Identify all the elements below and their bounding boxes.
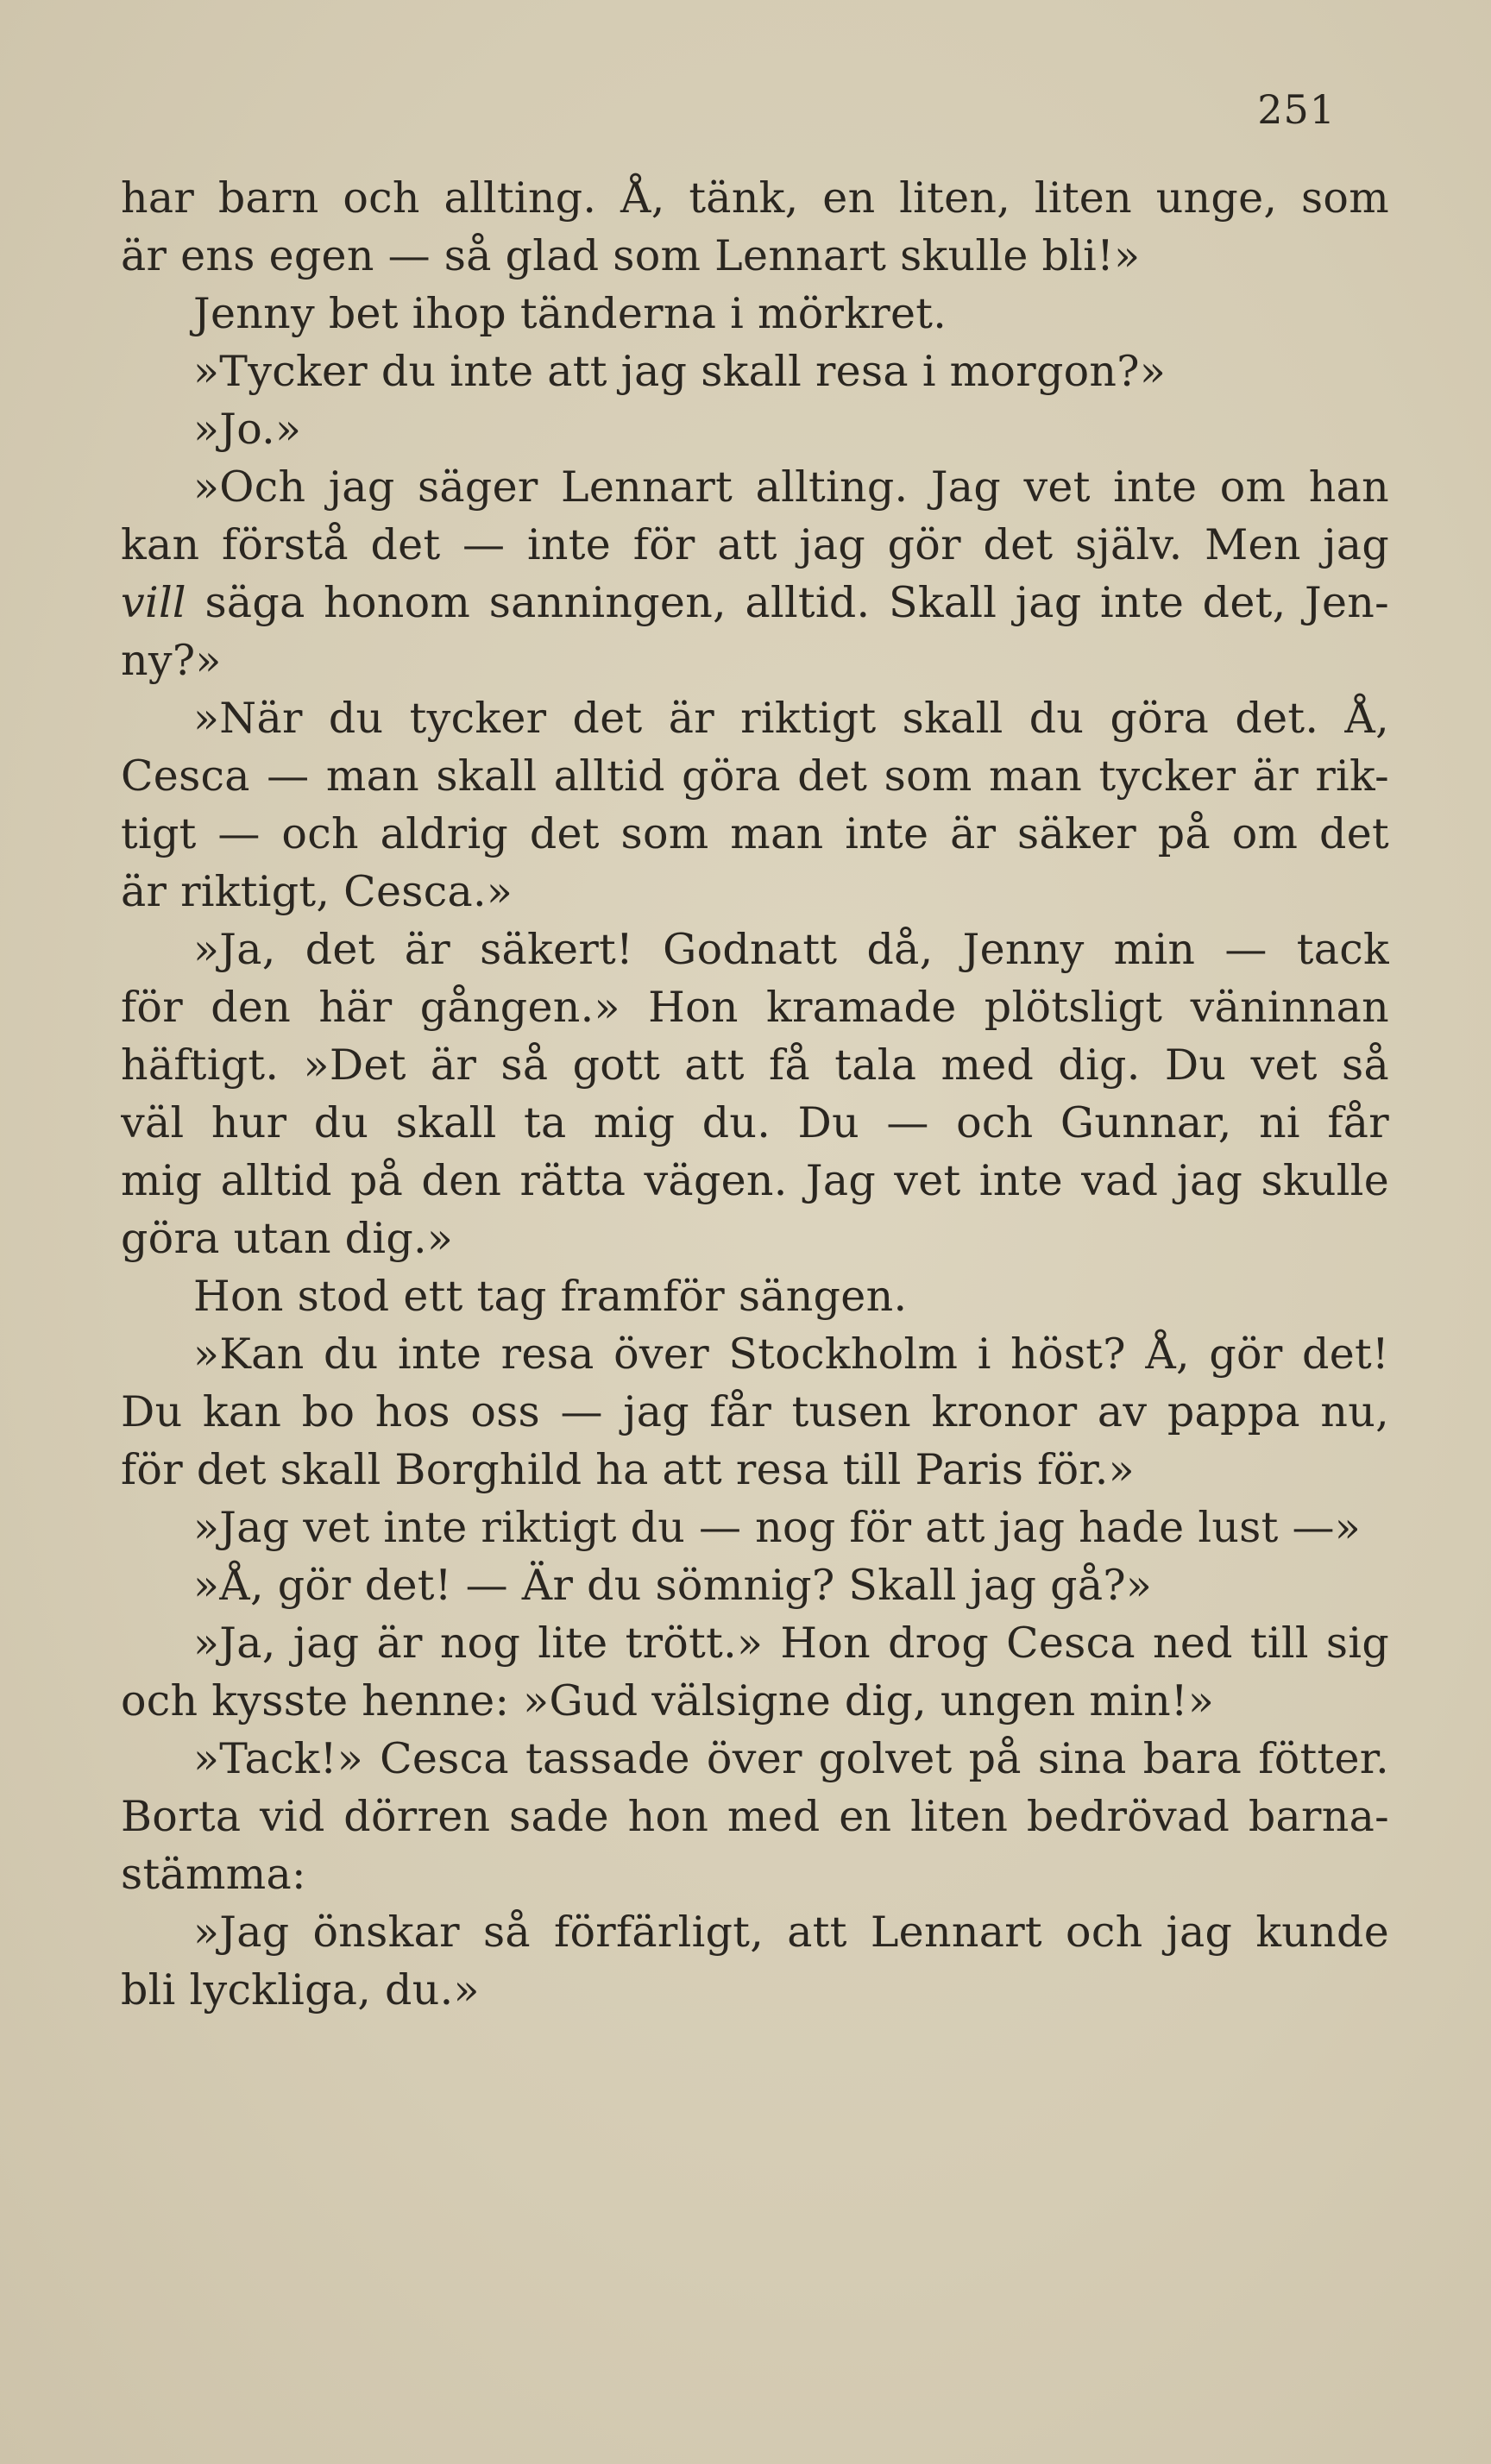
page-number: 251 [1257, 86, 1336, 133]
text-line: »Ja, jag är nog lite trött.» Hon drog Cesca ned till sig [193, 1619, 1389, 1668]
text-line: »Och jag säger Lennart allting. Jag vet inte om han [193, 462, 1389, 512]
text-line: »Jag vet inte riktigt du — nog för att jag hade lust —» [193, 1503, 1362, 1552]
text-line: stämma: [121, 1850, 306, 1899]
text-line: Cesca — man skall alltid göra det som man tycker är rik- [121, 751, 1389, 801]
text-line: och kysste henne: »Gud välsigne dig, ungen min!» [121, 1676, 1215, 1725]
text-line: »När du tycker det är riktigt skall du göra det. Å, [193, 694, 1389, 743]
text-line: ny?» [121, 636, 222, 685]
text-line: »Tack!» Cesca tassade över golvet på sina bara fötter. [193, 1734, 1389, 1783]
text-line [121, 574, 1389, 632]
text-line: tigt — och aldrig det som man inte är säker på om det [121, 809, 1389, 858]
text-line: »Jo.» [193, 405, 302, 454]
text-line: väl hur du skall ta mig du. Du — och Gunnar, ni får [121, 1098, 1389, 1147]
text-line: Hon stod ett tag framför sängen. [193, 1272, 908, 1321]
text-line: »Kan du inte resa över Stockholm i höst? Å, gör det! [193, 1329, 1389, 1379]
text-line: bli lyckliga, du.» [121, 1965, 480, 2015]
text-line: häftigt. »Det är så gott att få tala med dig. Du vet så [121, 1040, 1389, 1090]
text-line: göra utan dig.» [121, 1214, 454, 1263]
text-line: mig alltid på den rätta vägen. Jag vet inte vad jag skulle [121, 1156, 1389, 1205]
text-line: har barn och allting. Å, tänk, en liten, liten unge, som [121, 173, 1389, 223]
text-line: för den här gången.» Hon kramade plötsligt väninnan [121, 983, 1389, 1032]
text-line: Du kan bo hos oss — jag får tusen kronor av pappa nu, [121, 1387, 1389, 1436]
body-text [121, 169, 1389, 2019]
text-line: »Å, gör det! — Är du sömnig? Skall jag gå?» [193, 1561, 1153, 1610]
text-line: Borta vid dörren sade hon med en liten bedrövad barna- [121, 1792, 1389, 1841]
text-line-rest: säga honom sanningen, alltid. Skall jag inte det, Jen- [186, 578, 1389, 627]
text-line: kan förstå det — inte för att jag gör det själv. Men jag [121, 520, 1389, 569]
text-line: är ens egen — så glad som Lennart skulle bli!» [121, 231, 1141, 280]
text-line: »Tycker du inte att jag skall resa i morgon?» [193, 347, 1167, 396]
text-line: »Jag önskar så förfärligt, att Lennart och jag kunde [193, 1908, 1389, 1957]
text-line: »Ja, det är säkert! Godnatt då, Jenny min — tack [193, 925, 1389, 974]
text-line: Jenny bet ihop tänderna i mörkret. [193, 289, 947, 338]
text-line: är riktigt, Cesca.» [121, 867, 513, 916]
text-line: för det skall Borghild ha att resa till Paris för.» [121, 1445, 1135, 1494]
italic-word: vill [121, 578, 186, 627]
